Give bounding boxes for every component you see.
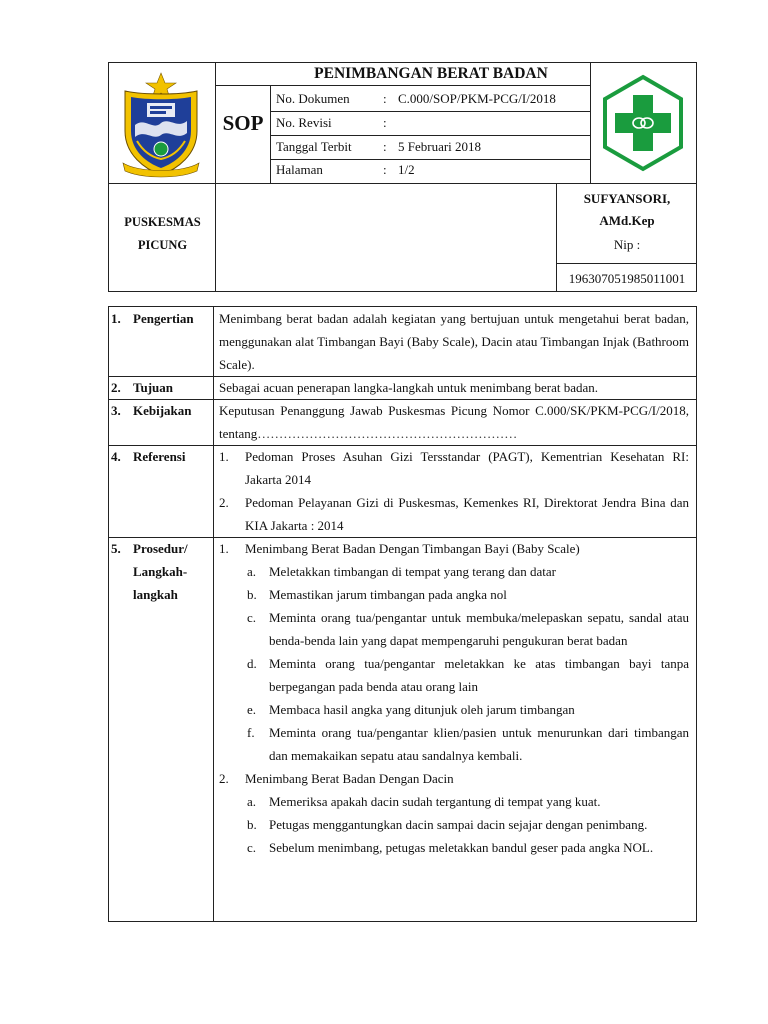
step-text: Memeriksa apakah dacin sudah tergantung di tempat yang kuat. <box>269 794 601 809</box>
section-title: Kebijakan <box>133 403 192 418</box>
section-number: 5. <box>111 541 121 556</box>
section-title: Pengertian <box>133 311 194 326</box>
section-title: Prosedur/ <box>133 541 188 556</box>
list-text: Pedoman Proses Asuhan Gizi Tersstandar (PAGT), Kementrian Kesehatan RI: Jakarta 2014 <box>245 449 689 487</box>
group-number: 2. <box>219 771 229 786</box>
meta-colon: : <box>383 115 387 130</box>
step-text: Meletakkan timbangan di tempat yang terang dan datar <box>269 564 556 579</box>
step-letter: c. <box>247 610 257 625</box>
signer-title: AMd.Kep <box>599 213 655 228</box>
procedure-step <box>219 836 689 859</box>
step-letter: f. <box>247 725 255 740</box>
section-title: Referensi <box>133 449 186 464</box>
section-title-line: Langkah- <box>133 564 188 579</box>
meta-key: Halaman <box>276 162 323 177</box>
list-item <box>219 491 689 537</box>
meta-key: No. Dokumen <box>276 91 350 106</box>
step-text: Meminta orang tua/pengantar meletakkan ke atas timbangan bayi tanpa berpegangan pada benda atau orang lain <box>269 656 689 694</box>
step-text: Meminta orang tua/pengantar klien/pasien untuk menurunkan dari timbangan dan memakaikan sepatu atau sandalnya kembali. <box>269 725 689 763</box>
org-line: PICUNG <box>137 238 188 252</box>
section-number: 3. <box>111 403 121 418</box>
step-letter: b. <box>247 817 257 832</box>
regency-emblem-icon <box>119 71 203 183</box>
meta-value: 5 Februari 2018 <box>398 139 482 154</box>
group-title: Menimbang Berat Badan Dengan Timbangan Bayi (Baby Scale) <box>245 541 580 556</box>
section-label-referensi <box>111 445 213 468</box>
section-number: 2. <box>111 380 121 395</box>
meta-value: 1/2 <box>398 162 415 177</box>
sop-content-table <box>108 306 697 922</box>
sop-label: SOP <box>222 111 264 135</box>
kebijakan-text: Keputusan Penanggung Jawab Puskesmas Picung Nomor C.000/SK/PKM-PCG/I/2018, tentang <box>219 403 689 441</box>
meta-key: Tanggal Terbit <box>276 139 352 154</box>
section-title-line: langkah <box>133 587 178 602</box>
section-number: 4. <box>111 449 121 464</box>
nip-value: 196307051985011001 <box>568 271 686 286</box>
procedure-step <box>219 560 689 583</box>
step-letter: a. <box>247 794 257 809</box>
procedure-step <box>219 583 689 606</box>
step-letter: d. <box>247 656 257 671</box>
step-text: Memastikan jarum timbangan pada angka nol <box>269 587 507 602</box>
fill-dots: …………………………………………………… <box>257 426 518 441</box>
procedure-step <box>219 790 689 813</box>
step-text: Sebelum menimbang, petugas meletakkan bandul geser pada angka NOL. <box>269 840 654 855</box>
procedure-step <box>219 813 689 836</box>
page-title: PENIMBANGAN BERAT BADAN <box>314 65 548 82</box>
section-list-prosedur <box>219 537 689 859</box>
section-text-kebijakan <box>219 399 689 445</box>
list-number: 1. <box>219 449 229 464</box>
list-number: 2. <box>219 495 229 510</box>
sop-header-table <box>108 62 697 292</box>
step-text: Membaca hasil angka yang ditunjuk oleh jarum timbangan <box>269 702 575 717</box>
step-letter: e. <box>247 702 257 717</box>
step-letter: c. <box>247 840 257 855</box>
org-line: PUSKESMAS <box>124 215 201 229</box>
procedure-step <box>219 721 689 767</box>
list-text: Pedoman Pelayanan Gizi di Puskesmas, Kemenkes RI, Direktorat Jendra Bina dan KIA Jakarta : 2014 <box>245 495 689 533</box>
procedure-step <box>219 606 689 652</box>
step-letter: b. <box>247 587 257 602</box>
meta-colon: : <box>383 91 387 106</box>
procedure-step <box>219 698 689 721</box>
section-text-tujuan: Sebagai acuan penerapan langka-langkah untuk menimbang berat badan. <box>219 380 599 395</box>
section-label-kebijakan <box>111 399 213 422</box>
meta-colon: : <box>383 139 387 154</box>
section-text-pengertian: Menimbang berat badan adalah kegiatan yang bertujuan untuk mengetahui berat badan, menggunakan alat Timbangan Bayi (Baby Scale), Dacin atau Timbangan Injak (Bathroom Scale). <box>219 311 689 372</box>
signer-name: SUFYANSORI, <box>583 191 671 206</box>
step-letter: a. <box>247 564 257 579</box>
group-title: Menimbang Berat Badan Dengan Dacin <box>245 771 454 786</box>
step-text: Petugas menggantungkan dacin sampai dacin sejajar dengan penimbang. <box>269 817 648 832</box>
meta-value: C.000/SOP/PKM-PCG/I/2018 <box>398 91 556 106</box>
step-text: Meminta orang tua/pengantar untuk membuka/melepaskan sepatu, sandal atau benda-benda lain yang dapat mempengaruhi pengukuran berat badan <box>269 610 689 648</box>
list-item <box>219 445 689 491</box>
procedure-step <box>219 652 689 698</box>
section-label-pengertian <box>111 307 213 330</box>
meta-colon: : <box>383 162 387 177</box>
meta-key: No. Revisi <box>276 115 332 130</box>
section-title: Tujuan <box>133 380 173 395</box>
section-label-prosedur <box>111 537 213 606</box>
procedure-group <box>219 537 689 560</box>
section-list-referensi <box>219 445 689 537</box>
group-number: 1. <box>219 541 229 556</box>
section-number: 1. <box>111 311 121 326</box>
organization-name <box>109 211 216 257</box>
nip-label: Nip : <box>613 237 641 252</box>
signature-block <box>557 185 697 291</box>
procedure-group <box>219 767 689 790</box>
puskesmas-cross-icon <box>599 73 687 177</box>
section-label-tujuan <box>111 376 213 399</box>
